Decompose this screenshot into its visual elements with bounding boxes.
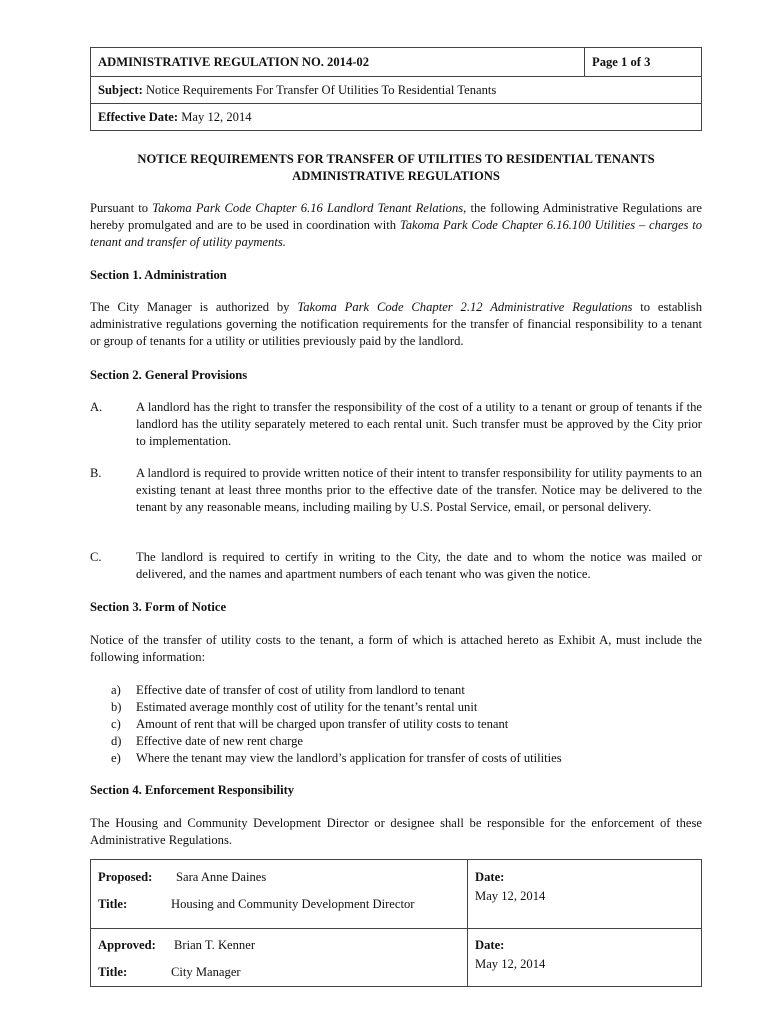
subject-row: [91, 77, 702, 104]
approved-date-cell: [468, 929, 702, 987]
effective-date-value: May 12, 2014: [181, 109, 252, 124]
provision-label: B.: [90, 466, 102, 480]
list-marker: a): [111, 683, 121, 697]
section-3-heading: Section 3. Form of Notice: [90, 600, 227, 614]
section-4-heading: Section 4. Enforcement Responsibility: [90, 783, 295, 797]
provision-text: The landlord is required to certify in writing to the City, the date and to whom the notice was mailed or delivered, and the names and apartment numbers of each tenant who was given the notice.: [136, 550, 702, 581]
approved-title-label: Title:: [98, 965, 128, 979]
proposed-cell: [91, 860, 468, 929]
intro-text-1: Pursuant to: [90, 201, 153, 215]
effective-date-row: [91, 104, 702, 131]
section-4-paragraph: The Housing and Community Development Director or designee shall be responsible for the enforcement of these Administrative Regulations.: [90, 816, 702, 847]
list-text: Effective date of new rent charge: [136, 734, 304, 748]
s1-text-2: to establish administrative regulations governing the notification requirements for the transfer of financial responsibility to a tenant or group of tenants for a utility or utilities previously paid by the landlord.: [90, 300, 702, 348]
approved-label: Approved:: [98, 938, 156, 952]
title-line-1: NOTICE REQUIREMENTS FOR TRANSFER OF UTILITIES TO RESIDENTIAL TENANTS: [137, 152, 655, 166]
notice-info-list: [90, 682, 702, 767]
proposed-title: Housing and Community Development Director: [171, 897, 415, 911]
list-text: Estimated average monthly cost of utility for the tenant’s rental unit: [136, 700, 478, 714]
proposed-label: Proposed:: [98, 870, 153, 884]
approved-cell: [91, 929, 468, 987]
header-table: [90, 47, 702, 131]
proposed-date-cell: [468, 860, 702, 929]
section-2-heading: Section 2. General Provisions: [90, 368, 248, 382]
list-marker: c): [111, 717, 121, 731]
list-text: Where the tenant may view the landlord’s application for transfer of costs of utilities: [136, 751, 562, 765]
list-item: [90, 733, 702, 750]
list-item: [90, 750, 702, 767]
subject-value: Notice Requirements For Transfer Of Utilities To Residential Tenants: [145, 82, 497, 97]
intro-paragraph: [90, 200, 702, 251]
proposed-date-label: Date:: [475, 870, 505, 884]
title-line-2: ADMINISTRATIVE REGULATIONS: [292, 169, 500, 183]
s1-text-1: The City Manager is authorized by: [90, 300, 298, 314]
page-number: Page 1 of 3: [585, 48, 702, 77]
section-1-paragraph: [90, 299, 702, 350]
list-marker: d): [111, 734, 122, 748]
regulation-number: ADMINISTRATIVE REGULATION NO. 2014-02: [91, 48, 585, 77]
provision-a: [90, 399, 702, 450]
list-marker: b): [111, 700, 122, 714]
intro-text-2: the following Administrative Regulations are hereby promulgated and are to be used in coordination with: [90, 201, 703, 232]
list-marker: e): [111, 751, 121, 765]
s1-citation: Takoma Park Code Chapter 2.12 Administrative Regulations: [297, 300, 633, 314]
section-1-heading: Section 1. Administration: [90, 268, 227, 282]
intro-citation-1: Takoma Park Code Chapter 6.16 Landlord Tenant Relations,: [152, 201, 467, 215]
proposed-name: Sara Anne Daines: [176, 870, 267, 884]
list-item: [90, 682, 702, 699]
approved-title: City Manager: [171, 965, 241, 979]
provision-label: A.: [90, 400, 103, 414]
subject-label: Subject:: [98, 82, 143, 97]
proposed-date: May 12, 2014: [475, 889, 546, 903]
proposed-title-label: Title:: [98, 897, 128, 911]
provision-b: [90, 465, 702, 516]
approved-name: Brian T. Kenner: [174, 938, 256, 952]
provision-label: C.: [90, 550, 102, 564]
provision-c: [90, 549, 702, 583]
section-3-paragraph: Notice of the transfer of utility costs to the tenant, a form of which is attached hereto as Exhibit A, must include the following information:: [90, 633, 702, 664]
effective-date-label: Effective Date:: [98, 109, 179, 124]
approved-date-label: Date:: [475, 938, 505, 952]
provision-text: A landlord has the right to transfer the responsibility of the cost of a utility to a tenant or group of tenants if the landlord has the utility separately metered to each rental unit. Such transfer must be approved by the City prior to implementation.: [136, 400, 702, 448]
list-item: [90, 699, 702, 716]
document-title: [90, 151, 702, 185]
list-text: Effective date of transfer of cost of utility from landlord to tenant: [136, 683, 465, 697]
intro-citation-2: Takoma Park Code Chapter 6.16.100 Utilities – charges to tenant and transfer of utility payments.: [90, 218, 703, 249]
approved-date: May 12, 2014: [475, 957, 546, 971]
provision-text: A landlord is required to provide written notice of their intent to transfer responsibility for utility payments to an existing tenant at least three months prior to the effective date of the transfer. Notice may be delivered to the tenant by any reasonable means, including mailing by U.S. Postal Service, email, or personal delivery.: [136, 466, 702, 514]
signature-table: [90, 859, 702, 987]
list-item: [90, 716, 702, 733]
list-text: Amount of rent that will be charged upon transfer of utility costs to tenant: [136, 717, 509, 731]
